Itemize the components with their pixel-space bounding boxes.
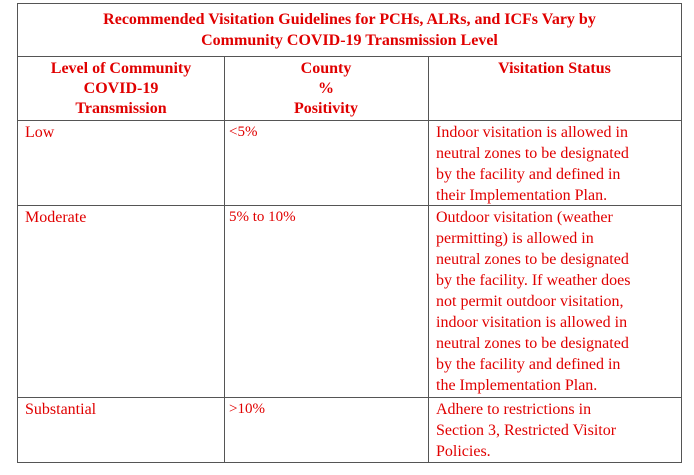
header-row-divider (18, 120, 681, 121)
table-title-line-1: Recommended Visitation Guidelines for PCHs, ALRs, and ICFs Vary by (103, 11, 596, 28)
header-visitation-status: Visitation Status (498, 60, 611, 77)
row-substantial-positivity: >10% (229, 401, 265, 417)
row-low-status: Indoor visitation is allowed in neutral zones to be designated by the facility and defined in their Implementation Plan. (436, 124, 629, 204)
header-level-line-2: COVID-19 (83, 80, 159, 97)
header-county-positivity (224, 59, 428, 119)
row-divider-2 (18, 397, 681, 398)
header-county-line-2: % (318, 80, 334, 97)
row-low-positivity: <5% (229, 124, 258, 140)
header-level-of-transmission (18, 59, 224, 119)
row-moderate-status: Outdoor visitation (weather permitting) is allowed in neutral zones to be designated by the facility. If weather does not permit outdoor visitation, indoor visitation is allowed in neutral zones to be designated by the facility and defined in the Implementation Plan. (436, 209, 631, 394)
row-moderate-positivity: 5% to 10% (229, 209, 296, 225)
header-county-line-3: Positivity (294, 100, 358, 117)
header-level-line-1: Level of Community (50, 60, 192, 77)
header-level-line-3: Transmission (75, 100, 167, 117)
column-divider-2 (428, 57, 429, 462)
visitation-guidelines-table (17, 3, 682, 463)
table-title-line-2: Community COVID-19 Transmission Level (201, 32, 498, 49)
row-substantial-status: Adhere to restrictions in Section 3, Restricted Visitor Policies. (436, 401, 617, 460)
row-low-level: Low (25, 124, 55, 141)
header-county-line-1: County (300, 60, 352, 77)
row-substantial-level: Substantial (25, 401, 97, 418)
row-moderate-level: Moderate (25, 209, 87, 226)
table-title (18, 4, 681, 57)
